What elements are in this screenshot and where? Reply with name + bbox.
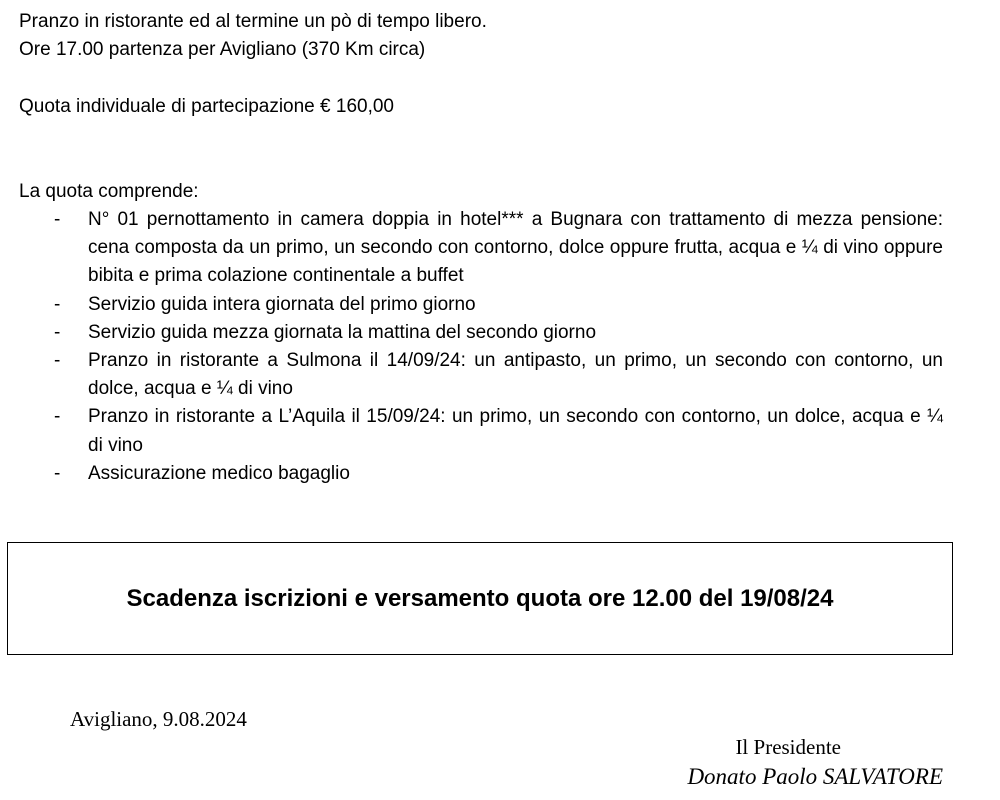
signatory-title: Il Presidente — [735, 735, 841, 759]
intro-lunch-line: Pranzo in ristorante ed al termine un pò di tempo libero. — [19, 11, 487, 32]
list-dash: - — [54, 209, 61, 230]
list-item-text: Servizio guida intera giornata del primo giorno — [88, 293, 476, 315]
list-item — [0, 291, 943, 319]
list-item — [0, 319, 943, 347]
list-item-text: Pranzo in ristorante a Sulmona il 14/09/24: un antipasto, un primo, un secondo con contorno, un dolce, acqua e ¼ di vino — [88, 350, 943, 400]
price-line: Quota individuale di partecipazione € 160,00 — [19, 96, 394, 117]
list-dash: - — [54, 293, 61, 315]
list-dash: - — [54, 406, 61, 428]
list-item-text: Assicurazione medico bagaglio — [88, 462, 350, 484]
list-item — [0, 403, 943, 459]
deadline-text: Scadenza iscrizioni e versamento quota ore 12.00 del 19/08/24 — [126, 584, 834, 612]
intro-departure-line: Ore 17.00 partenza per Avigliano (370 Km circa) — [19, 39, 426, 60]
list-item — [0, 460, 943, 488]
place-date: Avigliano, 9.08.2024 — [70, 707, 247, 731]
list-dash: - — [54, 350, 61, 372]
list-item — [0, 347, 943, 403]
list-dash: - — [54, 462, 61, 484]
list-dash: - — [54, 321, 61, 343]
includes-heading: La quota comprende: — [19, 181, 199, 202]
signatory-name: Donato Paolo SALVATORE — [687, 764, 943, 789]
list-item — [0, 206, 943, 291]
list-item-text: N° 01 pernottamento in camera doppia in hotel*** a Bugnara con trattamento di mezza pensione: cena composta da un primo, un secondo con contorno, dolce oppure frutta, acqua e ¼ di vino oppure bibita e prima colazione continentale a buffet — [88, 209, 943, 287]
list-item-text: Servizio guida mezza giornata la mattina del secondo giorno — [88, 321, 597, 343]
list-item-text: Pranzo in ristorante a L’Aquila il 15/09/24: un primo, un secondo con contorno, un dolce, acqua e ¼ di vino — [88, 406, 943, 456]
deadline-box — [7, 542, 953, 655]
includes-list — [0, 206, 1000, 488]
